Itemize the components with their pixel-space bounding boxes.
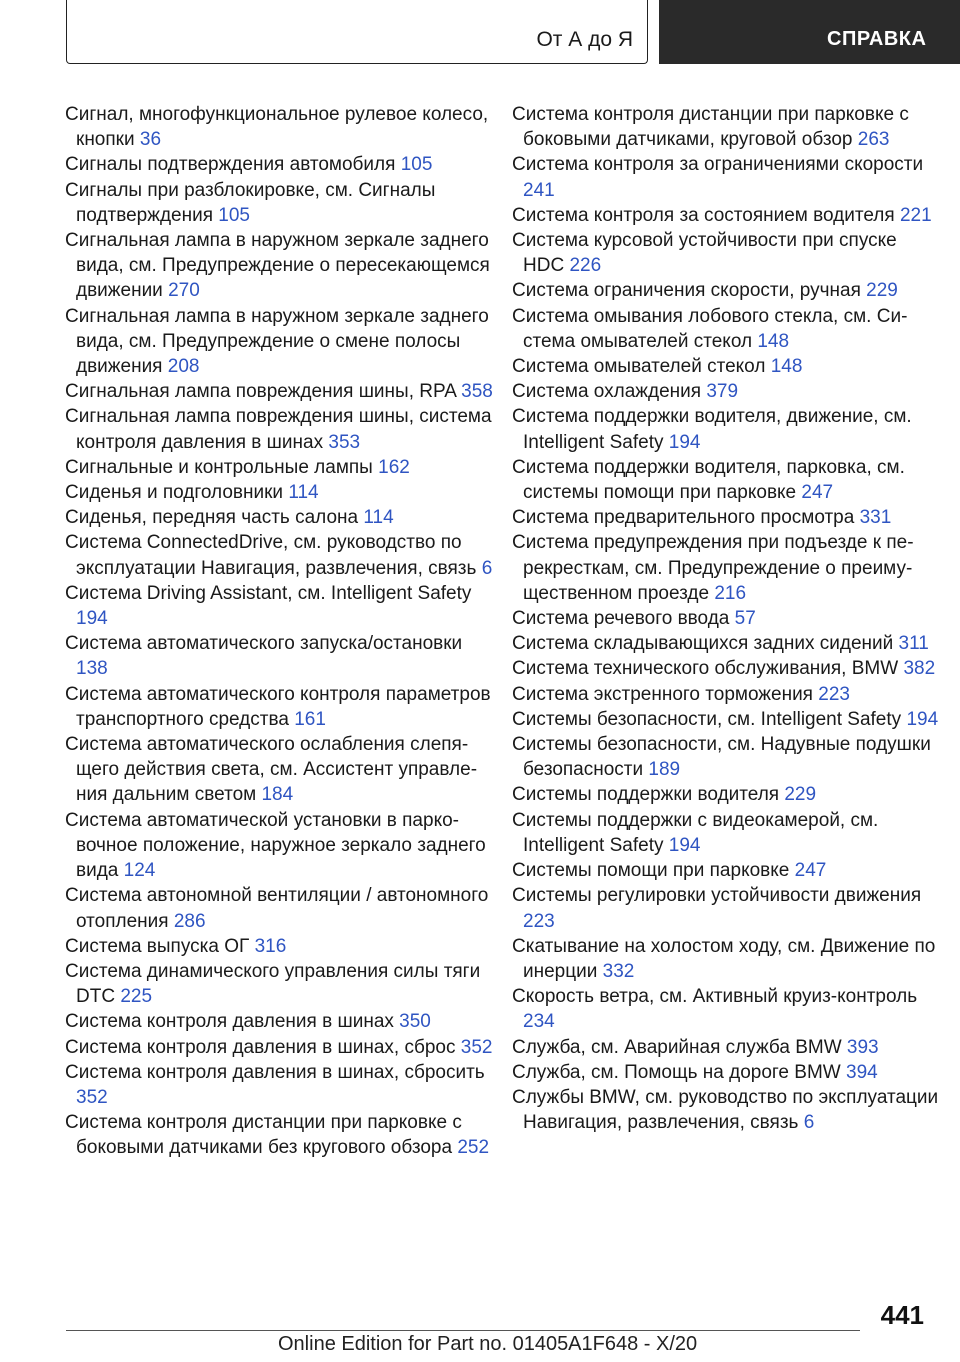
- index-page-link[interactable]: 194: [668, 431, 701, 453]
- tab-label: От А до Я: [536, 28, 633, 51]
- index-entry: [512, 782, 942, 807]
- index-page-link[interactable]: 216: [714, 582, 747, 604]
- index-entry: [512, 808, 942, 858]
- index-page-link[interactable]: 6: [481, 557, 493, 579]
- index-entry: [512, 404, 942, 454]
- index-entry-text: Система экстренного торможения: [512, 683, 813, 705]
- index-entry-text: Система контроля давления в шинах, сброс: [65, 1036, 456, 1058]
- index-entry: [512, 1085, 942, 1135]
- index-page-link[interactable]: 331: [859, 507, 892, 529]
- index-entry: [65, 379, 495, 404]
- index-entry-text: Сигнальная лампа в наружном зеркале заднего вида, см. Предупреждение о смене полосы движения: [65, 305, 489, 378]
- index-entry-text: Система охлаждения: [512, 381, 702, 403]
- index-entry: [65, 480, 495, 505]
- index-entry-text: Системы поддержки водителя: [512, 784, 780, 806]
- index-page-link[interactable]: 393: [846, 1036, 879, 1058]
- index-entry-text: Система контроля дистанции при парковке с боковыми датчиками без кругового обзора: [65, 1112, 462, 1159]
- index-entry: [512, 883, 942, 933]
- index-page-link[interactable]: 352: [76, 1086, 108, 1108]
- index-entry-text: Сигнальная лампа в наружном зеркале заднего вида, см. Предупреждение о пересекающемся движении: [65, 230, 490, 302]
- index-entry: [512, 934, 942, 984]
- index-entry-text: Система курсовой устойчивости при спуске HDC: [512, 230, 897, 277]
- index-entry-text: Система речевого ввода: [512, 608, 730, 630]
- index-entry: [65, 631, 495, 681]
- index-entry: [512, 732, 942, 782]
- index-entry: [65, 934, 495, 959]
- index-entry-text: Служба, см. Помощь на дороге BMW: [512, 1061, 841, 1083]
- index-entry-text: Системы безопасности, см. Intelligent Safety: [512, 708, 902, 730]
- index-entry: [512, 1035, 942, 1060]
- index-entry-text: Система автономной вентиляции / автономного отопления: [65, 885, 489, 932]
- index-page-link[interactable]: 184: [261, 784, 294, 806]
- index-entry-text: Системы помощи при парковке: [512, 860, 790, 882]
- index-entry-text: Системы регулировки устойчивости движения: [512, 885, 922, 907]
- index-entry-text: Сигналы при разблокировке, см. Сигналы подтверждения: [65, 179, 436, 226]
- index-entry-text: Система омывания лобового стекла, см. Система омывателей стекол: [512, 305, 908, 352]
- index-entry-text: Сигнальная лампа повреждения шины, RPA: [65, 381, 456, 403]
- index-entry: [512, 102, 942, 152]
- index-page-link[interactable]: 332: [602, 960, 635, 982]
- index-entry-text: Система технического обслуживания, BMW: [512, 658, 899, 680]
- index-entry: [65, 404, 495, 454]
- index-entry: [512, 858, 942, 883]
- index-page-link[interactable]: 208: [167, 356, 200, 378]
- index-page-link[interactable]: 352: [460, 1036, 493, 1058]
- index-page-link[interactable]: 286: [173, 910, 206, 932]
- index-entry-text: Система поддержки водителя, движение, см. Intelligent Safety: [512, 406, 912, 453]
- index-entry-text: Система омывателей стекол: [512, 356, 766, 378]
- index-page-link[interactable]: 379: [706, 381, 739, 403]
- index-entry-text: Система автоматической установки в парковочное положение, наружное зеркало заднего вида: [65, 809, 486, 882]
- index-entry: [512, 278, 942, 303]
- index-page-link[interactable]: 241: [523, 179, 555, 201]
- index-entry-text: Система ConnectedDrive, см. руководство по эксплуатации Навигация, развлечения, связь: [65, 532, 477, 579]
- index-page-link[interactable]: 194: [906, 708, 939, 730]
- index-page-link[interactable]: 247: [794, 860, 827, 882]
- index-entry-text: Системы поддержки с видеокамерой, см. Intelligent Safety: [512, 809, 879, 856]
- section-label: СПРАВКА: [827, 28, 927, 50]
- index-page-link[interactable]: 229: [866, 280, 898, 302]
- footer-edition: Online Edition for Part no. 01405A1F648 - X/20: [278, 1333, 698, 1355]
- index-entry: [65, 883, 495, 933]
- index-page-link[interactable]: 189: [648, 759, 681, 781]
- index-page-link[interactable]: 234: [523, 1011, 555, 1033]
- index-entry-text: Система предупреждения при подъезде к перекресткам, см. Предупреждение о преимущественном проезде: [512, 532, 914, 604]
- index-entry: [65, 530, 495, 580]
- index-entry-text: Сигналы подтверждения автомобиля: [65, 154, 396, 176]
- index-entry: [512, 606, 942, 631]
- index-entry-text: Система Driving Assistant, см. Intelligent Safety: [65, 582, 472, 604]
- section-tab-a-to-z[interactable]: [66, 0, 648, 64]
- index-page-link[interactable]: 358: [461, 381, 493, 403]
- index-entry: [512, 631, 942, 656]
- index-entry: [512, 152, 942, 202]
- index-page-link[interactable]: 57: [734, 608, 756, 630]
- index-entry-text: Система предварительного просмотра: [512, 507, 855, 529]
- index-entry: [65, 581, 495, 631]
- index-entry-text: Система автоматического ослабления слепящего действия света, см. Ассистент управления дальним светом: [65, 734, 478, 806]
- index-page-link[interactable]: 194: [76, 608, 108, 630]
- index-entry: [512, 530, 942, 606]
- index-entry: [512, 455, 942, 505]
- index-entry: [65, 1060, 495, 1110]
- index-entry: [512, 203, 942, 228]
- index-entry: [65, 505, 495, 530]
- index-page-link[interactable]: 247: [801, 482, 834, 504]
- index-page-link[interactable]: 114: [288, 482, 319, 504]
- index-page-link[interactable]: 229: [784, 784, 817, 806]
- index-entry-text: Система контроля за ограничениями скорости: [512, 154, 924, 176]
- index-entry-text: Системы безопасности, см. Надувные подушки безопасности: [512, 734, 931, 781]
- index-page-link[interactable]: 223: [818, 683, 850, 705]
- index-page-link[interactable]: 36: [139, 129, 162, 151]
- index-entry-text: Скорость ветра, см. Активный круиз-контроль: [512, 986, 918, 1008]
- index-entry: [65, 304, 495, 380]
- index-entry: [65, 228, 495, 304]
- index-entry: [512, 656, 942, 681]
- index-entry-text: Скатывание на холостом ходу, см. Движение по инерции: [512, 935, 936, 982]
- index-page-link[interactable]: 252: [457, 1137, 490, 1159]
- index-entry-text: Система контроля дистанции при парковке с боковыми датчиками, круговой обзор: [512, 104, 909, 151]
- index-entry-text: Система динамического управления силы тяги DTC: [65, 960, 481, 1008]
- footer-divider: [66, 1330, 860, 1331]
- index-entry-text: Сигнальные и контрольные лампы: [65, 456, 373, 478]
- index-entry-text: Система автоматического контроля параметров транспортного средства: [65, 683, 491, 730]
- index-entry: [65, 732, 495, 808]
- index-page-link[interactable]: 350: [399, 1011, 431, 1033]
- index-page-link[interactable]: 124: [123, 860, 156, 882]
- index-page-link[interactable]: 161: [294, 708, 326, 730]
- index-page-link[interactable]: 105: [218, 204, 250, 226]
- index-page-link[interactable]: 263: [857, 129, 890, 151]
- index-entry: [512, 1060, 942, 1085]
- index-entry-text: Система складывающихся задних сидений: [512, 633, 894, 655]
- index-entry: [512, 707, 942, 732]
- index-page-link[interactable]: 6: [803, 1112, 815, 1134]
- index-page-link[interactable]: 114: [363, 507, 394, 529]
- index-entry: [65, 1110, 495, 1160]
- index-entry: [65, 178, 495, 228]
- index-entry: [65, 102, 495, 152]
- index-page-link[interactable]: 353: [328, 431, 361, 453]
- index-entry-text: Система поддержки водителя, парковка, см. системы помощи при парковке: [512, 456, 905, 504]
- index-page-link[interactable]: 105: [400, 154, 433, 176]
- index-page-link[interactable]: 223: [523, 910, 555, 932]
- section-tab-reference[interactable]: [659, 0, 960, 64]
- index-entry-text: Службы BMW, см. руководство по эксплуатации Навигация, развлечения, связь: [512, 1086, 939, 1134]
- index-entry: [65, 1009, 495, 1034]
- index-entry-text: Сигнал, многофункциональное рулевое колесо, кнопки: [65, 104, 489, 151]
- index-page-link[interactable]: 311: [898, 633, 929, 655]
- index-entry-text: Сиденья и подголовники: [65, 482, 284, 504]
- index-page-link[interactable]: 148: [770, 356, 803, 378]
- page-number: 441: [880, 1300, 924, 1330]
- index-entry-text: Система контроля давления в шинах, сбросить: [65, 1061, 485, 1083]
- index-entry-text: Система автоматического запуска/остановки: [65, 633, 463, 655]
- index-entry: [65, 1035, 495, 1060]
- index-entry-text: Система ограничения скорости, ручная: [512, 280, 861, 302]
- index-page-link[interactable]: 138: [76, 658, 108, 680]
- index-page-link[interactable]: 226: [569, 255, 602, 277]
- index-entry-text: Служба, см. Аварийная служба BMW: [512, 1036, 842, 1058]
- index-page-link[interactable]: 382: [903, 658, 936, 680]
- index-entry: [512, 354, 942, 379]
- index-entry: [512, 682, 942, 707]
- index-entry-text: Сиденья, передняя часть салона: [65, 507, 359, 529]
- index-column-right: [512, 102, 942, 1135]
- index-entry-text: Сигнальная лампа повреждения шины, система контроля давления в шинах: [65, 406, 492, 453]
- index-entry-text: Система выпуска ОГ: [65, 935, 250, 957]
- index-column-left: [65, 102, 495, 1161]
- index-page-link[interactable]: 221: [899, 204, 932, 226]
- index-page-link[interactable]: 270: [168, 280, 200, 302]
- index-page-link[interactable]: 148: [757, 330, 790, 352]
- index-entry: [512, 304, 942, 354]
- index-page-link[interactable]: 394: [846, 1061, 878, 1083]
- index-page-link[interactable]: 162: [378, 456, 410, 478]
- index-entry: [512, 228, 942, 278]
- index-entry: [65, 808, 495, 884]
- index-entry: [512, 984, 942, 1034]
- index-entry: [512, 379, 942, 404]
- index-page-link[interactable]: 225: [120, 986, 153, 1008]
- index-entry: [65, 682, 495, 732]
- index-entry-text: Система контроля давления в шинах: [65, 1011, 394, 1033]
- index-entry: [65, 455, 495, 480]
- index-entry-text: Система контроля за состоянием водителя: [512, 204, 895, 226]
- index-entry: [65, 959, 495, 1009]
- index-page-link[interactable]: 316: [254, 935, 287, 957]
- index-entry: [65, 152, 495, 177]
- index-entry: [512, 505, 942, 530]
- index-page-link[interactable]: 194: [668, 834, 701, 856]
